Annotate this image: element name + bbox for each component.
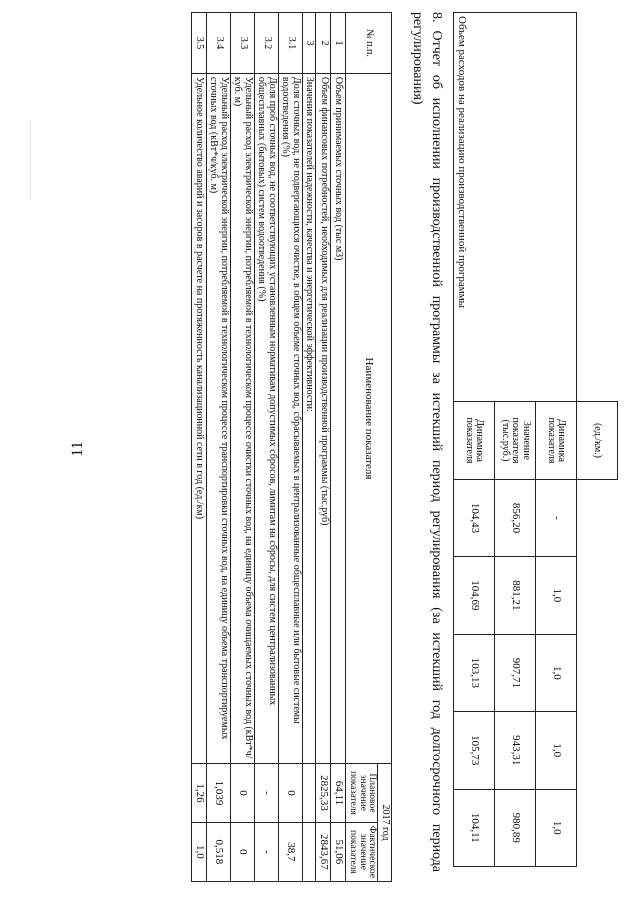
row-plan: 0 [231,764,255,823]
table-cell [577,13,618,402]
table-cell: 907,71 [495,634,536,711]
header-fact: Фактическое значение показателя [345,822,378,881]
report-table [191,12,392,882]
header-name: Наименование показателя [345,73,391,763]
row-plan: 1,039 [207,764,231,823]
table-cell: 103,13 [454,634,495,711]
table-cell: 943,31 [495,712,536,789]
row-name: Объем принимаемых сточных вод (тыс м3) [331,73,346,763]
unit-note: (ед./км.) [577,402,618,479]
row-subhead: Значение показателя (тыс.руб.) [495,402,536,479]
row-fact [303,822,317,881]
table-cell: 104,69 [454,557,495,634]
table-cell: 1,0 [536,557,577,634]
row-plan: 64,11 [331,764,346,823]
table-row [279,13,303,882]
table-row [207,13,231,882]
row-name: Удельный расход электрической энергии, потребляемой в технологическом процессе очистки сточных вод, на единицу объема очищаемых сточных вод (кВт*ч/куб. м) [231,73,255,763]
expenses-table [453,12,618,867]
table-cell: 856,20 [495,479,536,556]
table-row [316,13,331,882]
row-plan: - [255,764,279,823]
row-no: 3.3 [231,13,255,74]
row-label: Объем расходов на реализацию производственной программы [454,13,577,402]
row-plan: 1,26 [192,764,207,823]
table-cell: 980,89 [495,789,536,866]
row-name: Значения показателей надежности, качества и энергетической эффективности: [303,73,317,763]
row-name: Доля проб сточных вод, не соответствующих установленным нормативам допустимых сбросов, лимитам на сбросы, для систем централизованных общесплавных (бытовых) систем водоотведения (%) [255,73,279,763]
table-header-row [378,13,392,882]
table-cell: 881,21 [495,557,536,634]
section-title: Отчет об исполнении производственной программы за истекший период регулирования (за истекший год долгосрочного периода регулирования) [410,12,444,872]
row-name: Удельное количество аварий и засоров в расчете на протяженность канализационной сети в год (ед./км) [192,73,207,763]
row-fact: 51,06 [331,822,346,881]
table-cell: 1,0 [536,712,577,789]
table-row [331,13,346,882]
table-cell: - [536,479,577,556]
row-subhead: Динамика показателя [536,402,577,479]
table-cell: 104,11 [454,789,495,866]
table-cell: 1,0 [536,634,577,711]
row-plan: 2825,33 [316,764,331,823]
header-plan: Плановое значение показателя [345,764,378,823]
row-name: Удельный расход электрической энергии, потребляемой в технологическом процессе транспортировки сточных вод, на единицу объема транспортируемых сточных вод (кВт*ч/куб. м) [207,73,231,763]
header-no: № п.п. [345,13,391,74]
rotated-page-content [85,12,630,892]
table-cell: 105,73 [454,712,495,789]
row-no: 3.1 [279,13,303,74]
table-row [231,13,255,882]
page-number: 11 [69,441,86,457]
row-subhead: Динамика показателя [454,402,495,479]
row-no: 3.4 [207,13,231,74]
header-year: 2017 год [378,764,392,882]
row-fact: 2843,67 [316,822,331,881]
section-heading [408,12,446,872]
row-plan: 0 [279,764,303,823]
row-no: 3.5 [192,13,207,74]
row-no: 3.2 [255,13,279,74]
table-row [303,13,317,882]
row-fact: - [255,822,279,881]
table-row [255,13,279,882]
row-fact: 38,7 [279,822,303,881]
table-row [192,13,207,882]
row-fact: 1,0 [192,822,207,881]
scan-artifact [30,120,31,200]
row-plan [303,764,317,823]
row-no: 1 [331,13,346,74]
table-cell: 1,0 [536,789,577,866]
row-fact: 0,518 [207,822,231,881]
table-row [536,13,577,867]
row-fact: 0 [231,822,255,881]
row-no: 2 [316,13,331,74]
section-number: 8. [429,12,444,23]
table-cell [577,479,618,866]
row-name: Объем финансовых потребностей, необходимых для реализации производственной программы (тыс.руб) [316,73,331,763]
table-row [577,13,618,867]
row-name: Доля сточных вод, не подвергающихся очистке, в общем объеме сточных вод, сбрасываемых в централизованные общесплавные или бытовые системы водоотведения (%) [279,73,303,763]
table-cell: 104,43 [454,479,495,556]
row-no: 3 [303,13,317,74]
